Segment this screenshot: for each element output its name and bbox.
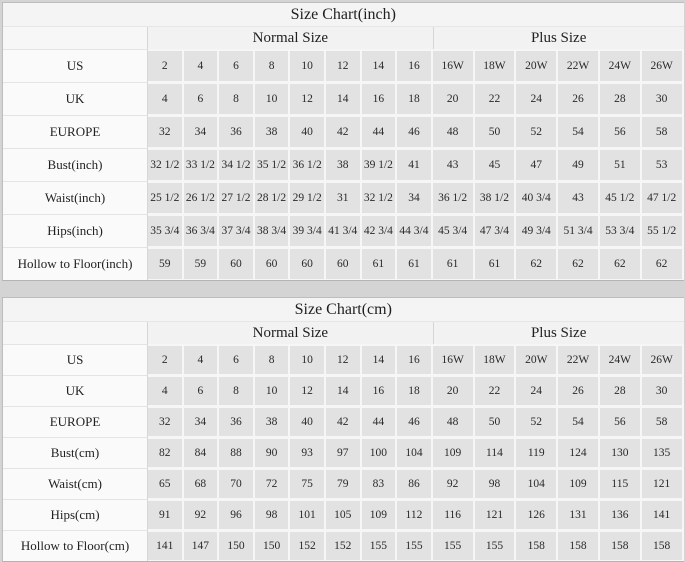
table-row xyxy=(3,115,684,148)
row-label: UK xyxy=(3,82,148,115)
size-cell: 155 xyxy=(433,530,475,561)
size-cell: 135 xyxy=(642,437,684,468)
size-cell: 2 xyxy=(148,344,184,375)
size-cell: 14 xyxy=(362,49,398,82)
size-cell: 28 xyxy=(600,82,642,115)
size-cell: 43 xyxy=(558,181,600,214)
size-cell: 158 xyxy=(558,530,600,561)
row-label: EUROPE xyxy=(3,115,148,148)
table-row xyxy=(3,49,684,82)
size-cell: 114 xyxy=(475,437,517,468)
size-cell: 34 xyxy=(184,115,220,148)
size-cell: 56 xyxy=(600,406,642,437)
size-cell: 29 1/2 xyxy=(290,181,326,214)
size-cell: 28 1/2 xyxy=(255,181,291,214)
size-cell: 42 3/4 xyxy=(362,214,398,247)
size-cell: 10 xyxy=(290,344,326,375)
size-cell: 104 xyxy=(397,437,433,468)
size-cell: 58 xyxy=(642,115,684,148)
size-cell: 36 xyxy=(219,406,255,437)
size-cell: 45 1/2 xyxy=(600,181,642,214)
size-table-inch xyxy=(3,3,684,280)
size-cell: 41 xyxy=(397,148,433,181)
size-cell: 24 xyxy=(516,375,558,406)
row-label: UK xyxy=(3,375,148,406)
size-cell: 62 xyxy=(558,247,600,280)
size-cell: 136 xyxy=(600,499,642,530)
size-cell: 46 xyxy=(397,115,433,148)
size-cell: 79 xyxy=(326,468,362,499)
size-cell: 6 xyxy=(219,344,255,375)
size-cell: 39 3/4 xyxy=(290,214,326,247)
size-cell: 8 xyxy=(255,49,291,82)
size-cell: 26 xyxy=(558,82,600,115)
size-cell: 34 xyxy=(397,181,433,214)
size-cell: 72 xyxy=(255,468,291,499)
size-cell: 49 xyxy=(558,148,600,181)
size-cell: 18W xyxy=(475,49,517,82)
size-cell: 147 xyxy=(184,530,220,561)
size-cell: 47 3/4 xyxy=(475,214,517,247)
size-cell: 39 1/2 xyxy=(362,148,398,181)
size-cell: 53 xyxy=(642,148,684,181)
plus-size-header: Plus Size xyxy=(433,27,684,49)
size-cell: 34 1/2 xyxy=(219,148,255,181)
size-cell: 10 xyxy=(255,82,291,115)
size-cell: 32 1/2 xyxy=(362,181,398,214)
size-cell: 141 xyxy=(148,530,184,561)
size-cell: 33 1/2 xyxy=(184,148,220,181)
size-cell: 90 xyxy=(255,437,291,468)
size-cell: 60 xyxy=(255,247,291,280)
size-cell: 68 xyxy=(184,468,220,499)
size-cell: 16 xyxy=(362,375,398,406)
row-label: Hips(inch) xyxy=(3,214,148,247)
size-cell: 12 xyxy=(290,375,326,406)
size-cell: 14 xyxy=(326,375,362,406)
size-cell: 115 xyxy=(600,468,642,499)
size-cell: 47 xyxy=(516,148,558,181)
row-label: US xyxy=(3,344,148,375)
size-cell: 152 xyxy=(290,530,326,561)
size-cell: 4 xyxy=(184,344,220,375)
size-cell: 58 xyxy=(642,406,684,437)
size-cell: 150 xyxy=(255,530,291,561)
size-cell: 27 1/2 xyxy=(219,181,255,214)
size-cell: 52 xyxy=(516,115,558,148)
title-row xyxy=(3,298,684,322)
row-label: EUROPE xyxy=(3,406,148,437)
size-cell: 124 xyxy=(558,437,600,468)
size-cell: 8 xyxy=(219,375,255,406)
size-cell: 22 xyxy=(475,375,517,406)
table-row xyxy=(3,530,684,561)
table-body xyxy=(3,49,684,280)
size-cell: 54 xyxy=(558,115,600,148)
row-label: Hips(cm) xyxy=(3,499,148,530)
size-cell: 30 xyxy=(642,82,684,115)
size-cell: 4 xyxy=(148,375,184,406)
size-cell: 60 xyxy=(219,247,255,280)
size-cell: 98 xyxy=(475,468,517,499)
size-cell: 83 xyxy=(362,468,398,499)
size-cell: 61 xyxy=(397,247,433,280)
size-cell: 158 xyxy=(600,530,642,561)
size-cell: 18 xyxy=(397,375,433,406)
row-label: US xyxy=(3,49,148,82)
size-cell: 150 xyxy=(219,530,255,561)
size-cell: 82 xyxy=(148,437,184,468)
size-cell: 14 xyxy=(362,344,398,375)
size-cell: 61 xyxy=(433,247,475,280)
size-cell: 6 xyxy=(184,375,220,406)
size-cell: 6 xyxy=(184,82,220,115)
size-cell: 36 1/2 xyxy=(290,148,326,181)
size-cell: 10 xyxy=(255,375,291,406)
table-row xyxy=(3,82,684,115)
size-cell: 24 xyxy=(516,82,558,115)
size-cell: 46 xyxy=(397,406,433,437)
size-cell: 4 xyxy=(148,82,184,115)
size-cell: 26W xyxy=(642,49,684,82)
size-cell: 24W xyxy=(600,344,642,375)
size-cell: 116 xyxy=(433,499,475,530)
size-cell: 37 3/4 xyxy=(219,214,255,247)
table-title: Size Chart(inch) xyxy=(3,3,684,27)
size-cell: 48 xyxy=(433,406,475,437)
size-cell: 62 xyxy=(642,247,684,280)
size-cell: 130 xyxy=(600,437,642,468)
size-cell: 40 3/4 xyxy=(516,181,558,214)
size-cell: 155 xyxy=(397,530,433,561)
size-cell: 101 xyxy=(290,499,326,530)
table-row xyxy=(3,344,684,375)
size-cell: 56 xyxy=(600,115,642,148)
size-cell: 18 xyxy=(397,82,433,115)
size-cell: 38 xyxy=(326,148,362,181)
table-row xyxy=(3,406,684,437)
size-cell: 62 xyxy=(600,247,642,280)
size-cell: 105 xyxy=(326,499,362,530)
size-cell: 50 xyxy=(475,115,517,148)
size-cell: 92 xyxy=(433,468,475,499)
table-row xyxy=(3,468,684,499)
size-cell: 59 xyxy=(184,247,220,280)
size-cell: 41 3/4 xyxy=(326,214,362,247)
size-cell: 45 xyxy=(475,148,517,181)
size-cell: 84 xyxy=(184,437,220,468)
size-cell: 61 xyxy=(475,247,517,280)
size-cell: 24W xyxy=(600,49,642,82)
size-cell: 38 1/2 xyxy=(475,181,517,214)
size-cell: 25 1/2 xyxy=(148,181,184,214)
table-row xyxy=(3,181,684,214)
corner-cell xyxy=(3,27,148,49)
size-chart-inch-table xyxy=(2,2,684,281)
size-cell: 18W xyxy=(475,344,517,375)
size-cell: 54 xyxy=(558,406,600,437)
size-cell: 49 3/4 xyxy=(516,214,558,247)
size-cell: 12 xyxy=(326,344,362,375)
size-cell: 20W xyxy=(516,344,558,375)
size-cell: 51 xyxy=(600,148,642,181)
table-row xyxy=(3,247,684,280)
size-cell: 4 xyxy=(184,49,220,82)
row-label: Waist(cm) xyxy=(3,468,148,499)
size-cell: 158 xyxy=(642,530,684,561)
size-cell: 155 xyxy=(362,530,398,561)
group-header-row xyxy=(3,27,684,49)
size-cell: 47 1/2 xyxy=(642,181,684,214)
size-cell: 97 xyxy=(326,437,362,468)
size-cell: 45 3/4 xyxy=(433,214,475,247)
size-cell: 131 xyxy=(558,499,600,530)
size-cell: 53 3/4 xyxy=(600,214,642,247)
size-cell: 93 xyxy=(290,437,326,468)
table-row xyxy=(3,148,684,181)
normal-size-header: Normal Size xyxy=(148,27,433,49)
size-cell: 20 xyxy=(433,82,475,115)
size-table-cm xyxy=(3,298,684,561)
size-cell: 109 xyxy=(433,437,475,468)
table-row xyxy=(3,375,684,406)
size-cell: 36 3/4 xyxy=(184,214,220,247)
size-cell: 51 3/4 xyxy=(558,214,600,247)
size-cell: 32 xyxy=(148,115,184,148)
group-header-row xyxy=(3,322,684,344)
size-cell: 16 xyxy=(397,344,433,375)
size-cell: 70 xyxy=(219,468,255,499)
size-cell: 32 1/2 xyxy=(148,148,184,181)
size-cell: 75 xyxy=(290,468,326,499)
row-label: Hollow to Floor(inch) xyxy=(3,247,148,280)
size-cell: 100 xyxy=(362,437,398,468)
size-cell: 86 xyxy=(397,468,433,499)
plus-size-header: Plus Size xyxy=(433,322,684,344)
row-label: Waist(inch) xyxy=(3,181,148,214)
table-title: Size Chart(cm) xyxy=(3,298,684,322)
size-cell: 35 1/2 xyxy=(255,148,291,181)
size-cell: 55 1/2 xyxy=(642,214,684,247)
row-label: Hollow to Floor(cm) xyxy=(3,530,148,561)
size-cell: 20W xyxy=(516,49,558,82)
size-cell: 141 xyxy=(642,499,684,530)
table-body xyxy=(3,344,684,561)
size-cell: 14 xyxy=(326,82,362,115)
size-cell: 34 xyxy=(184,406,220,437)
size-cell: 36 1/2 xyxy=(433,181,475,214)
size-cell: 38 xyxy=(255,115,291,148)
size-cell: 35 3/4 xyxy=(148,214,184,247)
size-cell: 104 xyxy=(516,468,558,499)
size-cell: 22 xyxy=(475,82,517,115)
size-cell: 8 xyxy=(219,82,255,115)
table-row xyxy=(3,214,684,247)
size-cell: 109 xyxy=(362,499,398,530)
size-cell: 112 xyxy=(397,499,433,530)
size-cell: 121 xyxy=(642,468,684,499)
size-cell: 22W xyxy=(558,344,600,375)
title-row xyxy=(3,3,684,27)
size-cell: 30 xyxy=(642,375,684,406)
table-row xyxy=(3,499,684,530)
size-cell: 119 xyxy=(516,437,558,468)
size-cell: 91 xyxy=(148,499,184,530)
corner-cell xyxy=(3,322,148,344)
size-cell: 26 xyxy=(558,375,600,406)
size-cell: 52 xyxy=(516,406,558,437)
size-cell: 62 xyxy=(516,247,558,280)
size-cell: 31 xyxy=(326,181,362,214)
size-cell: 60 xyxy=(326,247,362,280)
size-cell: 121 xyxy=(475,499,517,530)
row-label: Bust(cm) xyxy=(3,437,148,468)
size-cell: 32 xyxy=(148,406,184,437)
size-cell: 88 xyxy=(219,437,255,468)
size-cell: 12 xyxy=(290,82,326,115)
size-cell: 42 xyxy=(326,115,362,148)
size-cell: 40 xyxy=(290,406,326,437)
size-cell: 40 xyxy=(290,115,326,148)
size-cell: 16 xyxy=(397,49,433,82)
size-cell: 6 xyxy=(219,49,255,82)
size-cell: 2 xyxy=(148,49,184,82)
size-cell: 109 xyxy=(558,468,600,499)
size-cell: 44 3/4 xyxy=(397,214,433,247)
size-cell: 50 xyxy=(475,406,517,437)
size-cell: 98 xyxy=(255,499,291,530)
size-cell: 12 xyxy=(326,49,362,82)
size-cell: 10 xyxy=(290,49,326,82)
size-cell: 36 xyxy=(219,115,255,148)
size-cell: 59 xyxy=(148,247,184,280)
size-cell: 92 xyxy=(184,499,220,530)
size-cell: 16W xyxy=(433,344,475,375)
size-cell: 28 xyxy=(600,375,642,406)
size-cell: 16 xyxy=(362,82,398,115)
normal-size-header: Normal Size xyxy=(148,322,433,344)
size-cell: 43 xyxy=(433,148,475,181)
size-chart-cm-table xyxy=(2,297,684,562)
size-cell: 61 xyxy=(362,247,398,280)
size-cell: 48 xyxy=(433,115,475,148)
size-cell: 44 xyxy=(362,406,398,437)
size-cell: 126 xyxy=(516,499,558,530)
size-cell: 8 xyxy=(255,344,291,375)
size-cell: 38 3/4 xyxy=(255,214,291,247)
row-label: Bust(inch) xyxy=(3,148,148,181)
size-cell: 155 xyxy=(475,530,517,561)
size-cell: 65 xyxy=(148,468,184,499)
size-cell: 42 xyxy=(326,406,362,437)
size-cell: 60 xyxy=(290,247,326,280)
size-cell: 152 xyxy=(326,530,362,561)
size-cell: 22W xyxy=(558,49,600,82)
table-row xyxy=(3,437,684,468)
size-cell: 44 xyxy=(362,115,398,148)
size-cell: 20 xyxy=(433,375,475,406)
size-cell: 26W xyxy=(642,344,684,375)
size-cell: 26 1/2 xyxy=(184,181,220,214)
size-cell: 16W xyxy=(433,49,475,82)
size-cell: 158 xyxy=(516,530,558,561)
size-cell: 38 xyxy=(255,406,291,437)
size-cell: 96 xyxy=(219,499,255,530)
